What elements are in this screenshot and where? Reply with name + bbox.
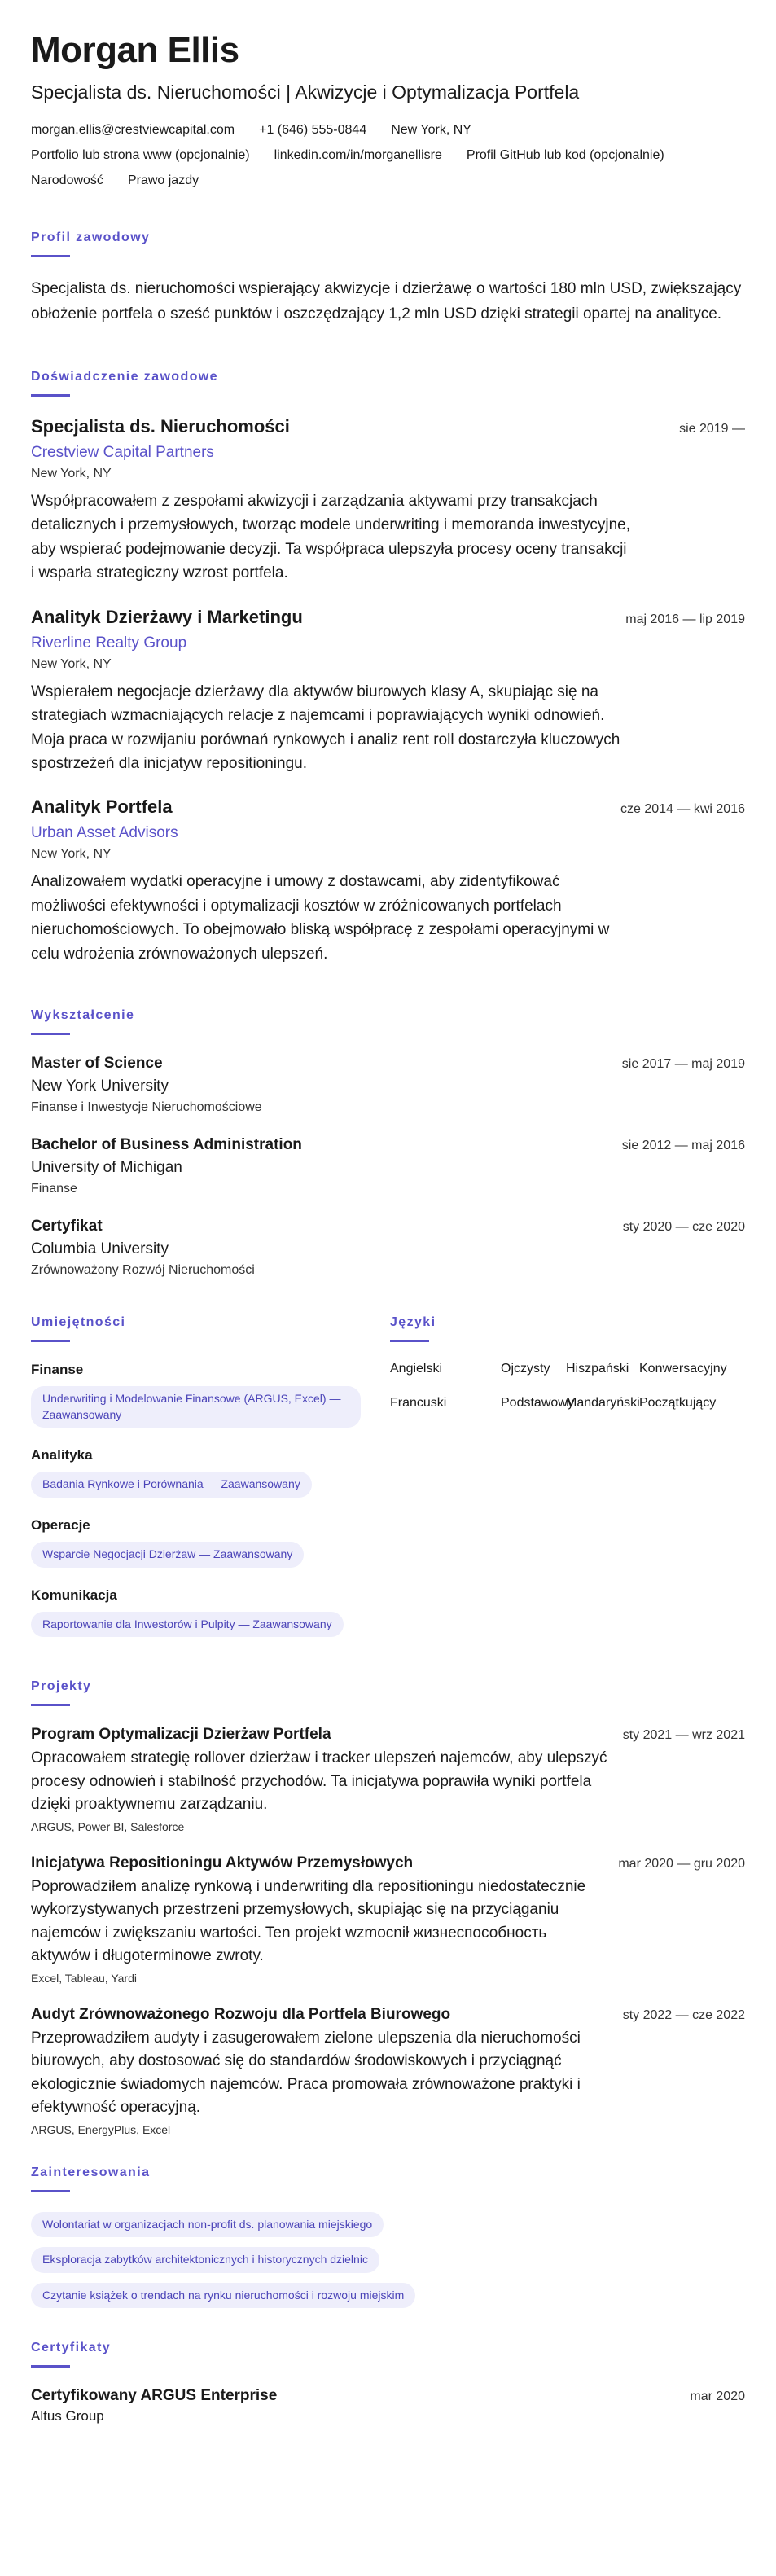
project-date: sty 2021 — wrz 2021 (622, 1728, 745, 1743)
interests-section (31, 2166, 745, 2309)
project-tools: ARGUS, Power BI, Salesforce (31, 1819, 185, 1833)
language-name: Francuski (390, 1396, 447, 1411)
contact-website[interactable]: Portfolio lub strona www (opcjonalnie) (31, 148, 250, 163)
contact-row-links (31, 148, 745, 163)
section-divider (31, 394, 70, 397)
education-date: sie 2017 — maj 2019 (621, 1057, 745, 1072)
contact-row-primary (31, 123, 745, 138)
project-description: Poprowadziłem analizę rynkową i underwriting dla repositioningu niedostatecznie wykorzystywanych przestrzeni przemysłowych, skupiając się na przyciąganiu najemców i zwiększaniu wartości. Ten projekt wzmocnił жизнеспособность aktywów i długoterminowe zwroty. (31, 1877, 586, 1965)
language-level: Konwersacyjny (639, 1362, 727, 1376)
section-title-experience: Doświadczenie zawodowe (31, 369, 218, 384)
project-date: sty 2022 — cze 2022 (622, 2008, 745, 2022)
job-entry (31, 607, 745, 776)
language-level: Początkujący (639, 1396, 717, 1411)
job-entry (31, 796, 745, 966)
project-date: mar 2020 — gru 2020 (618, 1856, 745, 1871)
job-entry (31, 416, 745, 586)
skill-group (31, 1447, 361, 1498)
project-title: Program Optymalizacji Dzierżaw Portfela (31, 1726, 331, 1744)
education-school: New York University (31, 1077, 169, 1095)
project-entry (31, 2006, 745, 2136)
skill-tag: Underwriting i Modelowanie Finansowe (ARGUS, Excel) — Zaawansowany (31, 1386, 361, 1428)
certificates-section (31, 2341, 745, 2425)
candidate-headline: Specjalista ds. Nieruchomości | Akwizycje i Optymalizacja Portfela (31, 81, 580, 103)
skill-group (31, 1362, 361, 1428)
skill-category: Finanse (31, 1362, 84, 1378)
project-description: Opracowałem strategię rollover dzierżaw i tracker ulepszeń najemców, aby ulepszyć procesy odnowień i stabilność przychodów. Ta inicjatywa poprawiła wyniki portfela dzięki proaktywnemu zarządzaniu. (31, 1749, 607, 1814)
languages-section (390, 1315, 745, 1657)
education-degree: Bachelor of Business Administration (31, 1136, 302, 1154)
certificate-entry (31, 2387, 745, 2425)
job-description: Wspierałem negocjacje dzierżawy dla aktywów biurowych klasy A, skupiając się na strategiach wzmacniających relacje z najemcami i poprawiających wyniki odnowień. Moja praca w rozwijaniu porównań rynkowych i analiz rent roll dostarczyła kluczowych spostrzeżeń dla inicjatyw repositioningu. (31, 682, 620, 772)
interest-tag: Czytanie książek o trendach na rynku nieruchomości i rozwoju miejskim (31, 2283, 415, 2309)
profile-summary: Specjalista ds. nieruchomości wspierający akwizycje i dzierżawę o wartości 180 mln USD, zwiększający obłożenie portfela o sześć punktów i oszczędzający 1,2 mln USD dzięki strategii opartej na analityce. (31, 280, 742, 323)
section-divider (31, 1704, 70, 1706)
section-title-profile: Profil zawodowy (31, 230, 151, 245)
skills-section (31, 1315, 361, 1657)
job-location: New York, NY (31, 656, 112, 671)
contact-location: New York, NY (391, 123, 471, 138)
section-divider (31, 1340, 70, 1342)
project-title: Audyt Zrównoważonego Rozwoju dla Portfela Biurowego (31, 2005, 451, 2023)
job-date: cze 2014 — kwi 2016 (620, 802, 745, 817)
education-section (31, 1008, 745, 1278)
education-degree: Master of Science (31, 1055, 163, 1073)
skills-languages-row (31, 1315, 745, 1657)
job-company: Crestview Capital Partners (31, 443, 214, 461)
language-level: Ojczysty (501, 1362, 550, 1376)
education-school: Columbia University (31, 1240, 169, 1258)
education-entry (31, 1055, 745, 1115)
language-row (390, 1396, 745, 1411)
language-name: Mandaryński (566, 1396, 640, 1411)
skill-tag: Badania Rynkowe i Porównania — Zaawansowany (31, 1472, 312, 1498)
contact-license: Prawo jazdy (127, 173, 199, 188)
project-entry (31, 1854, 745, 1985)
project-title: Inicjatywa Repositioningu Aktywów Przemysłowych (31, 1854, 414, 1872)
language-row (390, 1362, 745, 1376)
education-field: Zrównoważony Rozwój Nieruchomości (31, 1263, 255, 1278)
projects-section (31, 1679, 745, 2136)
project-tools: ARGUS, EnergyPlus, Excel (31, 2122, 171, 2136)
section-title-languages: Języki (390, 1315, 436, 1330)
contact-phone[interactable]: +1 (646) 555-0844 (259, 123, 367, 138)
education-school: University of Michigan (31, 1159, 182, 1177)
interest-tag: Eksploracja zabytków architektonicznych i historycznych dzielnic (31, 2247, 379, 2273)
candidate-name: Morgan Ellis (31, 30, 239, 70)
certificate-date: mar 2020 (690, 2389, 745, 2404)
certificate-issuer: Altus Group (31, 2408, 104, 2425)
education-entry (31, 1218, 745, 1278)
job-date: sie 2019 — (679, 421, 745, 436)
job-title: Analityk Dzierżawy i Marketingu (31, 606, 303, 627)
section-divider (31, 255, 70, 257)
skill-group (31, 1517, 361, 1568)
interest-tag: Wolontariat w organizacjach non-profit ds. planowania miejskiego (31, 2212, 384, 2238)
contact-nationality: Narodowość (31, 173, 103, 188)
education-entry (31, 1136, 745, 1196)
section-title-education: Wykształcenie (31, 1008, 135, 1023)
skill-tag: Wsparcie Negocjacji Dzierżaw — Zaawansowany (31, 1542, 304, 1568)
section-title-certificates: Certyfikaty (31, 2341, 112, 2355)
job-location: New York, NY (31, 847, 112, 862)
section-divider (31, 2190, 70, 2192)
section-title-interests: Zainteresowania (31, 2165, 151, 2179)
job-title: Specjalista ds. Nieruchomości (31, 415, 290, 437)
contact-github[interactable]: Profil GitHub lub kod (opcjonalnie) (466, 148, 664, 163)
job-company: Riverline Realty Group (31, 634, 187, 652)
job-title: Analityk Portfela (31, 796, 173, 818)
job-description: Analizowałem wydatki operacyjne i umowy z dostawcami, aby zidentyfikować możliwości efektywności i optymalizacji kosztów w zróżnicowanych portfelach nieruchomościowych. To obejmowało bliską współpracę z zespołami operacyjnymi w celu wdrożenia zrównoważonych ulepszeń. (31, 873, 610, 963)
section-divider (31, 2365, 70, 2368)
skill-category: Analityka (31, 1447, 93, 1464)
project-entry (31, 1726, 745, 1833)
education-date: sty 2020 — cze 2020 (622, 1220, 745, 1235)
section-divider (390, 1340, 429, 1342)
certificate-name: Certyfikowany ARGUS Enterprise (31, 2387, 278, 2405)
skill-tag: Raportowanie dla Inwestorów i Pulpity — Zaawansowany (31, 1612, 344, 1638)
education-degree: Certyfikat (31, 1218, 103, 1235)
section-title-projects: Projekty (31, 1679, 92, 1694)
language-name: Angielski (390, 1362, 443, 1376)
contact-linkedin[interactable]: linkedin.com/in/morganellisre (274, 148, 442, 163)
project-description: Przeprowadziłem audyty i zasugerowałem zielone ulepszenia dla nieruchomości biurowych, aby dostosować się do standardów środowiskowych i przyciągnąć ekologicznie świadomych najemców. Praca promowała zrównoważone praktyki i efektywność operacyjną. (31, 2029, 581, 2117)
job-location: New York, NY (31, 466, 112, 481)
section-title-skills: Umiejętności (31, 1315, 126, 1330)
language-level: Podstawowy (501, 1396, 574, 1411)
contact-row-extra (31, 173, 745, 188)
skill-group (31, 1587, 361, 1638)
job-description: Współpracowałem z zespołami akwizycji i zarządzania aktywami przy transakcjach detalicznych i przemysłowych, tworząc modele underwriting i memoranda inwestycyjne, aby wspierać podejmowanie decyzji. Ta współpraca ulepszyła procesy oceny transakcji i wsparła strategiczny wzrost portfela. (31, 492, 631, 582)
job-date: maj 2016 — lip 2019 (625, 612, 745, 626)
skill-category: Komunikacja (31, 1586, 117, 1603)
education-field: Finanse (31, 1182, 77, 1196)
education-date: sie 2012 — maj 2016 (621, 1139, 745, 1153)
language-name: Hiszpański (566, 1362, 629, 1376)
education-field: Finanse i Inwestycje Nieruchomościowe (31, 1100, 262, 1115)
skill-category: Operacje (31, 1516, 90, 1533)
section-divider (31, 1033, 70, 1035)
profile-section (31, 230, 745, 327)
experience-section (31, 370, 745, 966)
contact-email[interactable]: morgan.ellis@crestviewcapital.com (31, 123, 235, 138)
project-tools: Excel, Tableau, Yardi (31, 1971, 137, 1985)
job-company: Urban Asset Advisors (31, 824, 178, 842)
